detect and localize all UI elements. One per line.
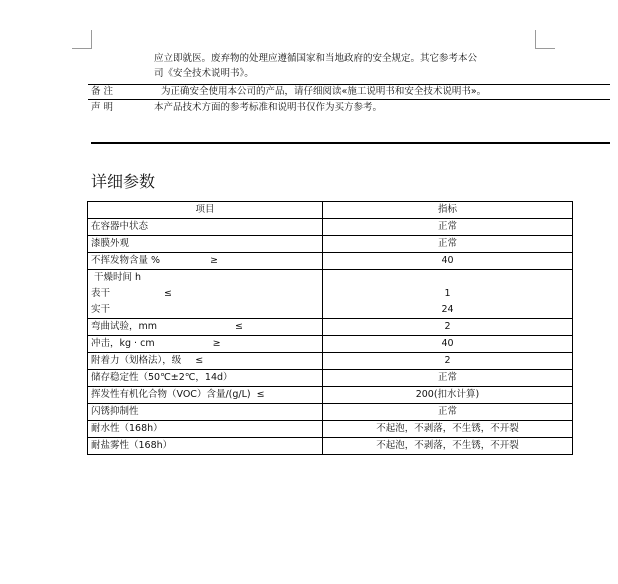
row-operator: ≤: [256, 389, 265, 400]
header-value: 指标: [323, 202, 573, 219]
header-item: 项目: [88, 202, 323, 219]
rule-thick: [91, 142, 610, 144]
row-value: 正常: [323, 404, 573, 421]
row-item: 储存稳定性（50℃±2℃，14d）: [88, 370, 323, 387]
row-value: 正常: [323, 236, 573, 253]
row-item: 在容器中状态: [88, 219, 323, 236]
row-value: 40: [323, 253, 573, 270]
crop-mark-top-left-v: [91, 30, 92, 49]
row-item-cell: [88, 336, 323, 353]
crop-mark-top-right-v: [535, 30, 536, 49]
table-row: [88, 404, 573, 421]
row-item: 附着力（划格法），级: [91, 355, 182, 366]
note-text-statement: 本产品技术方面的参考标准和说明书仅作为买方参考。: [154, 102, 383, 113]
table-row: [88, 336, 573, 353]
row-item-cell: [88, 253, 323, 270]
table-row: [88, 253, 573, 270]
row-value: 24: [441, 304, 454, 315]
row-item: 冲击，kg · cm: [91, 338, 155, 349]
row-item-cell: [88, 353, 323, 370]
table-row: [88, 319, 573, 336]
crop-mark-top-left-h: [72, 48, 92, 49]
note-text-remark: 为正确安全使用本公司的产品，请仔细阅读«施工说明书和安全技术说明书»。: [161, 86, 487, 97]
table-row: [88, 270, 573, 319]
row-value: 2: [323, 319, 573, 336]
row-value: 正常: [323, 219, 573, 236]
table-row: [88, 370, 573, 387]
row-operator: ≥: [212, 338, 221, 349]
row-value: 1: [444, 288, 451, 299]
row-value: 2: [323, 353, 573, 370]
section-title: 详细参数: [91, 172, 156, 191]
row-item: 闪锈抑制性: [88, 404, 323, 421]
row-item: 不挥发物含量 %: [91, 255, 161, 266]
table-row: [88, 421, 573, 438]
table-row: [88, 387, 573, 404]
crop-mark-top-right-h: [535, 48, 555, 49]
row-operator: ≤: [195, 355, 204, 366]
row-item: 干燥时间 h: [94, 272, 142, 283]
row-item-cell: [88, 270, 323, 319]
row-sub-item: 表干: [91, 288, 111, 299]
row-value: 正常: [323, 370, 573, 387]
row-item-cell: [88, 387, 323, 404]
row-value: 不起泡，不剥落，不生锈，不开裂: [323, 421, 573, 438]
table-row: [88, 353, 573, 370]
row-operator: ≤: [235, 321, 243, 332]
row-operator: ≤: [164, 288, 172, 299]
body-text-line-1: 应立即就医。废弃物的处理应遵循国家和当地政府的安全规定。其它参考本公: [154, 53, 478, 64]
table-row: [88, 236, 573, 253]
row-item: 耐水性（168h）: [88, 421, 323, 438]
row-value-cell: [323, 270, 573, 319]
row-operator: ≥: [210, 255, 219, 266]
table-header-row: [88, 202, 573, 219]
table-row: [88, 219, 573, 236]
row-sub-item: 实干: [91, 304, 111, 315]
body-text-line-2: 司《安全技术说明书》。: [154, 68, 254, 79]
row-item: 弯曲试验，mm: [91, 321, 158, 332]
note-label-remark: 备 注: [91, 86, 114, 97]
row-item: 漆膜外观: [88, 236, 323, 253]
row-value: 40: [323, 336, 573, 353]
table-row: [88, 438, 573, 455]
row-item-cell: [88, 319, 323, 336]
row-value: 不起泡，不剥落，不生锈，不开裂: [323, 438, 573, 455]
row-item: 耐盐雾性（168h）: [88, 438, 323, 455]
row-item: 挥发性有机化合物（VOC）含量/(g/L): [91, 389, 251, 400]
note-label-statement: 声 明: [91, 102, 114, 113]
rule-middle: [88, 99, 610, 100]
row-value: 200(扣水计算): [323, 387, 573, 404]
parameter-table: [87, 201, 573, 455]
